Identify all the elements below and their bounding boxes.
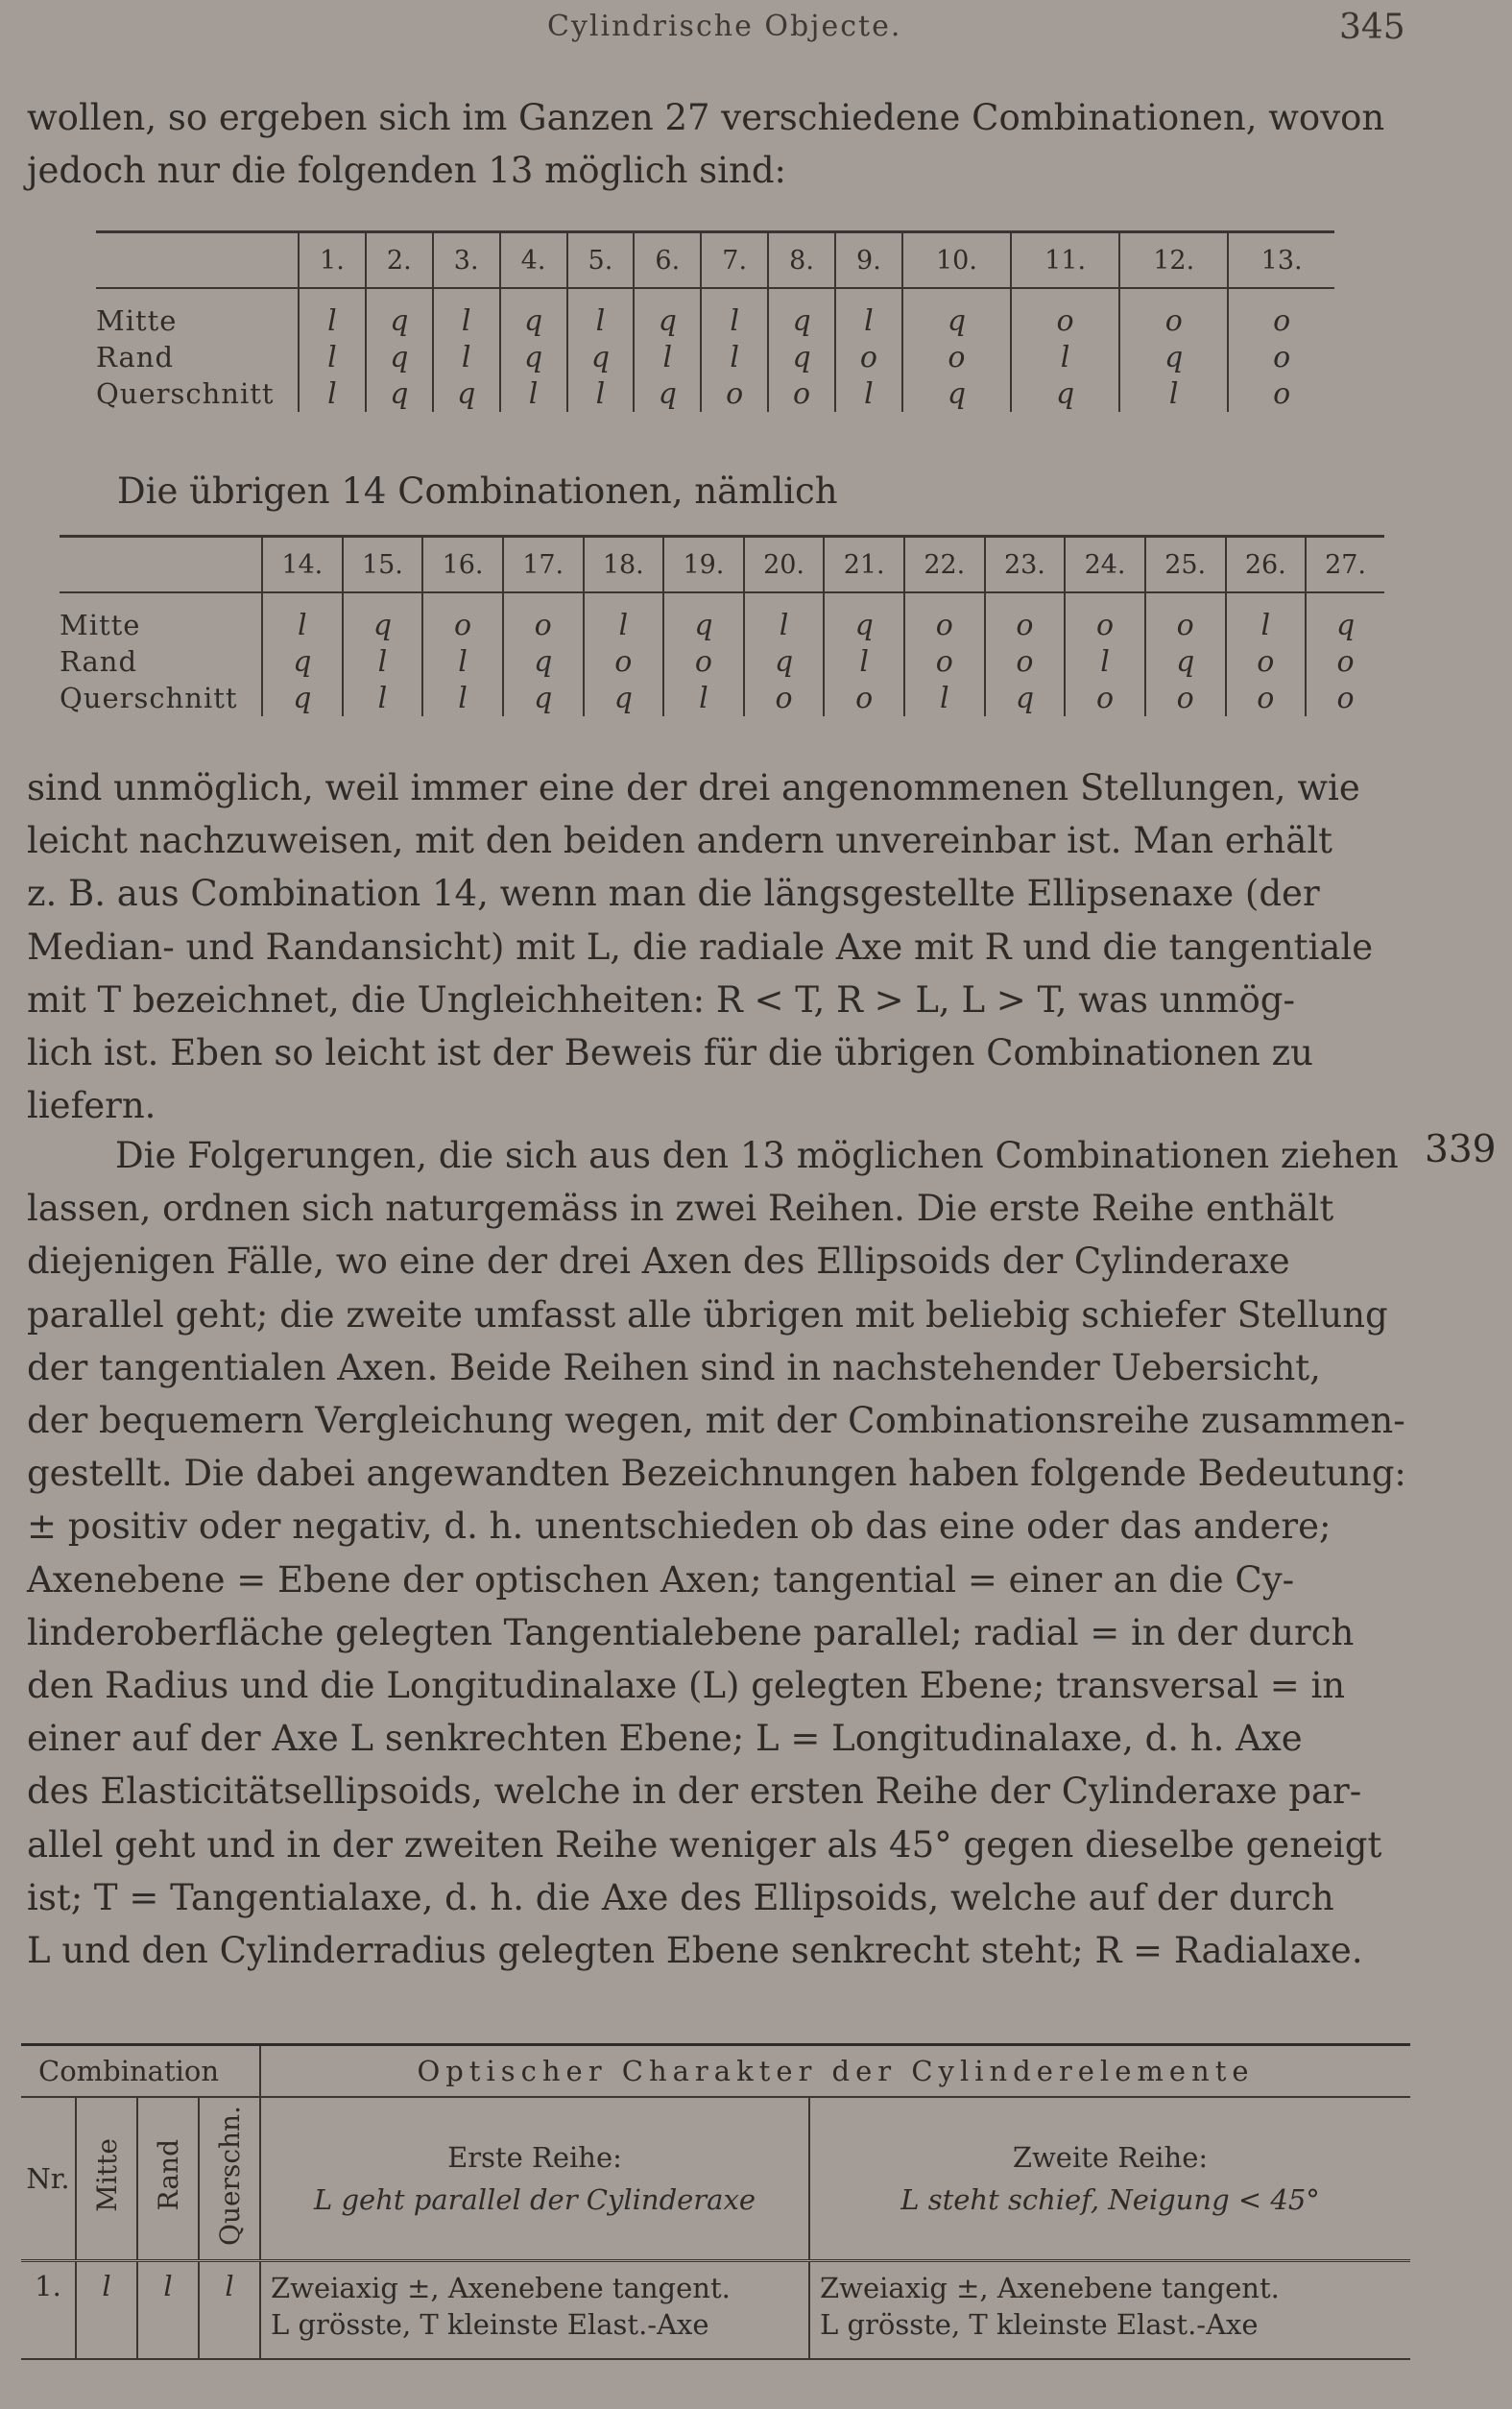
- table-cell: l: [433, 339, 500, 375]
- table-cell: q: [262, 643, 343, 680]
- table-cell: l: [744, 592, 825, 643]
- table-cell: l: [343, 680, 423, 716]
- table-cell: o: [1119, 288, 1228, 339]
- text-line: Die Folgerungen, die sich aus den 13 möglichen Combinationen ziehen: [115, 1135, 1399, 1176]
- table-row: [96, 339, 1334, 375]
- table-row: [96, 375, 1334, 412]
- table-cell: o: [1228, 375, 1334, 412]
- table-cell: q: [503, 643, 584, 680]
- table-cell: o: [1306, 680, 1384, 716]
- text-line: sind unmöglich, weil immer eine der drei angenommenen Stellungen, wie: [27, 767, 1360, 808]
- text-line: mit T bezeichnet, die Ungleichheiten: R < T, R > L, L > T, was unmög-: [27, 978, 1295, 1021]
- table-cell: o: [985, 592, 1066, 643]
- table-cell: o: [904, 592, 985, 643]
- table-cell: o: [1065, 592, 1145, 643]
- zweite-reihe-subtitle: L steht schief, Neigung < 45°: [900, 2183, 1320, 2216]
- column-header: 26.: [1226, 537, 1307, 593]
- table-cell: l: [343, 643, 423, 680]
- table-cell: q: [262, 680, 343, 716]
- table-cell: q: [584, 680, 664, 716]
- table-cell: o: [824, 680, 904, 716]
- table-row: [60, 680, 1384, 716]
- table-cell: q: [500, 339, 567, 375]
- table-cell: q: [634, 375, 701, 412]
- text-line: lich ist. Eben so leicht ist der Beweis für die übrigen Combinationen zu: [27, 1032, 1313, 1074]
- table-cell: o: [1228, 339, 1334, 375]
- table-cell: q: [634, 288, 701, 339]
- table-cell: l: [584, 592, 664, 643]
- table-cell: l: [701, 288, 768, 339]
- table-cell: l: [634, 339, 701, 375]
- table-cell: q: [768, 288, 835, 339]
- col-rand: [137, 2097, 199, 2261]
- column-header: 19.: [663, 537, 744, 593]
- column-header: 24.: [1065, 537, 1145, 593]
- table-cell: l: [701, 339, 768, 375]
- page-header: [0, 10, 1512, 48]
- table-cell: l: [299, 375, 366, 412]
- column-header: 2.: [366, 232, 433, 289]
- table-cell: l: [500, 375, 567, 412]
- text-line: den Radius und die Longitudinalaxe (L) gelegten Ebene; transversal = in: [27, 1665, 1346, 1707]
- row-mitte: l: [76, 2261, 137, 2360]
- table-cell: q: [503, 680, 584, 716]
- header-blank: [96, 232, 299, 289]
- text-line: der bequemern Vergleichung wegen, mit der Combinationsreihe zusammen-: [27, 1400, 1405, 1442]
- table-cell: q: [567, 339, 635, 375]
- table-cell: q: [985, 680, 1066, 716]
- intro-paragraph: [27, 91, 1409, 197]
- text-line: linderoberfläche gelegten Tangentialebene parallel; radial = in der durch: [27, 1611, 1355, 1653]
- column-header: 12.: [1119, 232, 1228, 289]
- table-cell: o: [1145, 592, 1226, 643]
- text-line: Median- und Randansicht) mit L, die radiale Axe mit R und die tangentiale: [27, 926, 1374, 968]
- desc-line: L grösste, T kleinste Elast.-Axe: [271, 2308, 709, 2341]
- table-cell: o: [768, 375, 835, 412]
- table-column-header: [21, 2097, 1410, 2261]
- row-erste-reihe: [260, 2261, 809, 2360]
- table-cell: l: [567, 288, 635, 339]
- table-cell: q: [366, 375, 433, 412]
- column-header: 3.: [433, 232, 500, 289]
- table-cell: o: [985, 643, 1066, 680]
- text-line: des Elasticitätsellipsoids, welche in der ersten Reihe der Cylinderaxe par-: [27, 1771, 1362, 1813]
- table-cell: l: [262, 592, 343, 643]
- column-header: 15.: [343, 537, 423, 593]
- table-row: [96, 288, 1334, 339]
- page-number: 345: [1339, 8, 1405, 47]
- table-cell: q: [1306, 592, 1384, 643]
- row-label: Querschnitt: [96, 377, 275, 410]
- row-label: Rand: [60, 645, 138, 678]
- col-querschn-label: Querschn.: [213, 2105, 246, 2246]
- subheading: Die übrigen 14 Combinationen, nämlich: [117, 470, 838, 512]
- text-line: parallel geht; die zweite umfasst alle übrigen mit beliebig schiefer Stellung: [27, 1293, 1388, 1336]
- text-line: wollen, so ergeben sich im Ganzen 27 verschiedene Combinationen, wovon: [27, 97, 1385, 138]
- paragraph-folgerungen: [27, 1129, 1409, 1977]
- column-header: 14.: [262, 537, 343, 593]
- column-header: 16.: [422, 537, 503, 593]
- table-cell: l: [422, 680, 503, 716]
- column-header: 27.: [1306, 537, 1384, 593]
- table-header-row: [96, 232, 1334, 289]
- erste-reihe-subtitle: L geht parallel der Cylinderaxe: [314, 2183, 756, 2216]
- table-cell: o: [701, 375, 768, 412]
- col-rand-label: Rand: [152, 2139, 184, 2211]
- text-line: diejenigen Fälle, wo eine der drei Axen des Ellipsoids der Cylinderaxe: [27, 1241, 1290, 1283]
- text-line: der tangentialen Axen. Beide Reihen sind in nachstehender Uebersicht,: [27, 1346, 1321, 1388]
- table-header-row: [60, 537, 1384, 593]
- table-cell: l: [835, 288, 902, 339]
- row-querschn: l: [199, 2261, 260, 2360]
- zweite-reihe-title: Zweite Reihe:: [1012, 2141, 1209, 2174]
- optical-character-table: [21, 2043, 1410, 2360]
- table-cell: q: [902, 288, 1011, 339]
- column-header: 21.: [824, 537, 904, 593]
- table-cell: l: [422, 643, 503, 680]
- row-label: Mitte: [60, 609, 141, 641]
- text-line: gestellt. Die dabei angewandten Bezeichnungen haben folgende Bedeutung:: [27, 1453, 1406, 1495]
- table-cell: o: [584, 643, 664, 680]
- group-header-combination: Combination: [21, 2045, 260, 2098]
- column-header: 23.: [985, 537, 1066, 593]
- table-cell: l: [824, 643, 904, 680]
- table-cell: q: [500, 288, 567, 339]
- column-header: 5.: [567, 232, 635, 289]
- col-mitte-label: Mitte: [90, 2138, 123, 2212]
- text-line: z. B. aus Combination 14, wenn man die längsgestellte Ellipsenaxe (der: [27, 873, 1320, 915]
- table-group-header: [21, 2045, 1410, 2098]
- col-querschn: [199, 2097, 260, 2261]
- table-cell: o: [1145, 680, 1226, 716]
- table-cell: q: [343, 592, 423, 643]
- text-line: lassen, ordnen sich naturgemäss in zwei Reihen. Die erste Reihe enthält: [27, 1188, 1334, 1230]
- column-header: 11.: [1011, 232, 1119, 289]
- column-header: 25.: [1145, 537, 1226, 593]
- column-header: 13.: [1228, 232, 1334, 289]
- table-cell: l: [904, 680, 985, 716]
- table-cell: o: [744, 680, 825, 716]
- table-cell: o: [1306, 643, 1384, 680]
- margin-page-number: 339: [1425, 1128, 1497, 1171]
- text-line: ± positiv oder negativ, d. h. unentschieden ob das eine oder das andere;: [27, 1506, 1332, 1548]
- table-cell: l: [835, 375, 902, 412]
- column-header: 22.: [904, 537, 985, 593]
- column-header: 7.: [701, 232, 768, 289]
- table-cell: q: [366, 339, 433, 375]
- column-header: 10.: [902, 232, 1011, 289]
- col-erste-reihe: [260, 2097, 809, 2261]
- table-row: [21, 2261, 1410, 2360]
- table-cell: o: [902, 339, 1011, 375]
- table-cell: q: [824, 592, 904, 643]
- column-header: 20.: [744, 537, 825, 593]
- running-title: Cylindrische Objecte.: [547, 10, 902, 43]
- table-row: [60, 643, 1384, 680]
- column-header: 6.: [634, 232, 701, 289]
- table-cell: l: [1119, 375, 1228, 412]
- text-line: jedoch nur die folgenden 13 möglich sind:: [27, 150, 786, 192]
- row-nr: 1.: [21, 2261, 76, 2360]
- text-line: allel geht und in der zweiten Reihe weniger als 45° gegen dieselbe geneigt: [27, 1823, 1382, 1866]
- table-cell: o: [904, 643, 985, 680]
- table-cell: l: [1011, 339, 1119, 375]
- table-row: [60, 592, 1384, 643]
- table-cell: o: [835, 339, 902, 375]
- table-cell: o: [1226, 643, 1307, 680]
- column-header: 17.: [503, 537, 584, 593]
- table-cell: q: [433, 375, 500, 412]
- col-nr: Nr.: [21, 2097, 76, 2261]
- table-cell: q: [1011, 375, 1119, 412]
- table-cell: q: [1145, 643, 1226, 680]
- col-mitte: [76, 2097, 137, 2261]
- column-header: 4.: [500, 232, 567, 289]
- column-header: 8.: [768, 232, 835, 289]
- table-cell: q: [366, 288, 433, 339]
- table-cell: l: [663, 680, 744, 716]
- table-cell: o: [1011, 288, 1119, 339]
- row-rand: l: [137, 2261, 199, 2360]
- table-cell: q: [1119, 339, 1228, 375]
- impossible-combinations-table: [60, 535, 1384, 716]
- text-line: liefern.: [27, 1085, 156, 1127]
- table-cell: q: [902, 375, 1011, 412]
- group-header-optical: Optischer Charakter der Cylinderelemente: [260, 2045, 1410, 2098]
- text-line: Axenebene = Ebene der optischen Axen; tangential = einer an die Cy-: [27, 1558, 1295, 1601]
- text-line: leicht nachzuweisen, mit den beiden andern unvereinbar ist. Man erhält: [27, 820, 1333, 862]
- table-cell: l: [433, 288, 500, 339]
- table-cell: l: [1226, 592, 1307, 643]
- row-label: Querschnitt: [60, 682, 238, 714]
- table-cell: o: [663, 643, 744, 680]
- text-line: einer auf der Axe L senkrechten Ebene; L = Longitudinalaxe, d. h. Axe: [27, 1718, 1303, 1760]
- desc-line: L grösste, T kleinste Elast.-Axe: [820, 2308, 1259, 2341]
- text-line: ist; T = Tangentialaxe, d. h. die Axe des Ellipsoids, welche auf der durch: [27, 1876, 1334, 1918]
- paragraph-impossibility: [27, 761, 1409, 1132]
- col-zweite-reihe: [809, 2097, 1410, 2261]
- column-header: 1.: [299, 232, 366, 289]
- table-cell: o: [1065, 680, 1145, 716]
- text-line: L und den Cylinderradius gelegten Ebene senkrecht steht; R = Radialaxe.: [27, 1930, 1363, 1972]
- table-cell: o: [503, 592, 584, 643]
- table-cell: o: [1228, 288, 1334, 339]
- row-label: Mitte: [96, 304, 178, 337]
- column-header: 9.: [835, 232, 902, 289]
- possible-combinations-table: [96, 230, 1334, 412]
- table-cell: l: [299, 288, 366, 339]
- table-cell: l: [299, 339, 366, 375]
- table-cell: l: [1065, 643, 1145, 680]
- table-cell: q: [663, 592, 744, 643]
- header-blank: [60, 537, 262, 593]
- table-cell: o: [422, 592, 503, 643]
- erste-reihe-title: Erste Reihe:: [447, 2141, 622, 2174]
- table-cell: q: [744, 643, 825, 680]
- row-label: Rand: [96, 341, 175, 373]
- desc-line: Zweiaxig ±, Axenebene tangent.: [820, 2272, 1280, 2304]
- table-cell: q: [768, 339, 835, 375]
- table-cell: l: [567, 375, 635, 412]
- desc-line: Zweiaxig ±, Axenebene tangent.: [271, 2272, 731, 2304]
- table-cell: o: [1226, 680, 1307, 716]
- column-header: 18.: [584, 537, 664, 593]
- row-zweite-reihe: [809, 2261, 1410, 2360]
